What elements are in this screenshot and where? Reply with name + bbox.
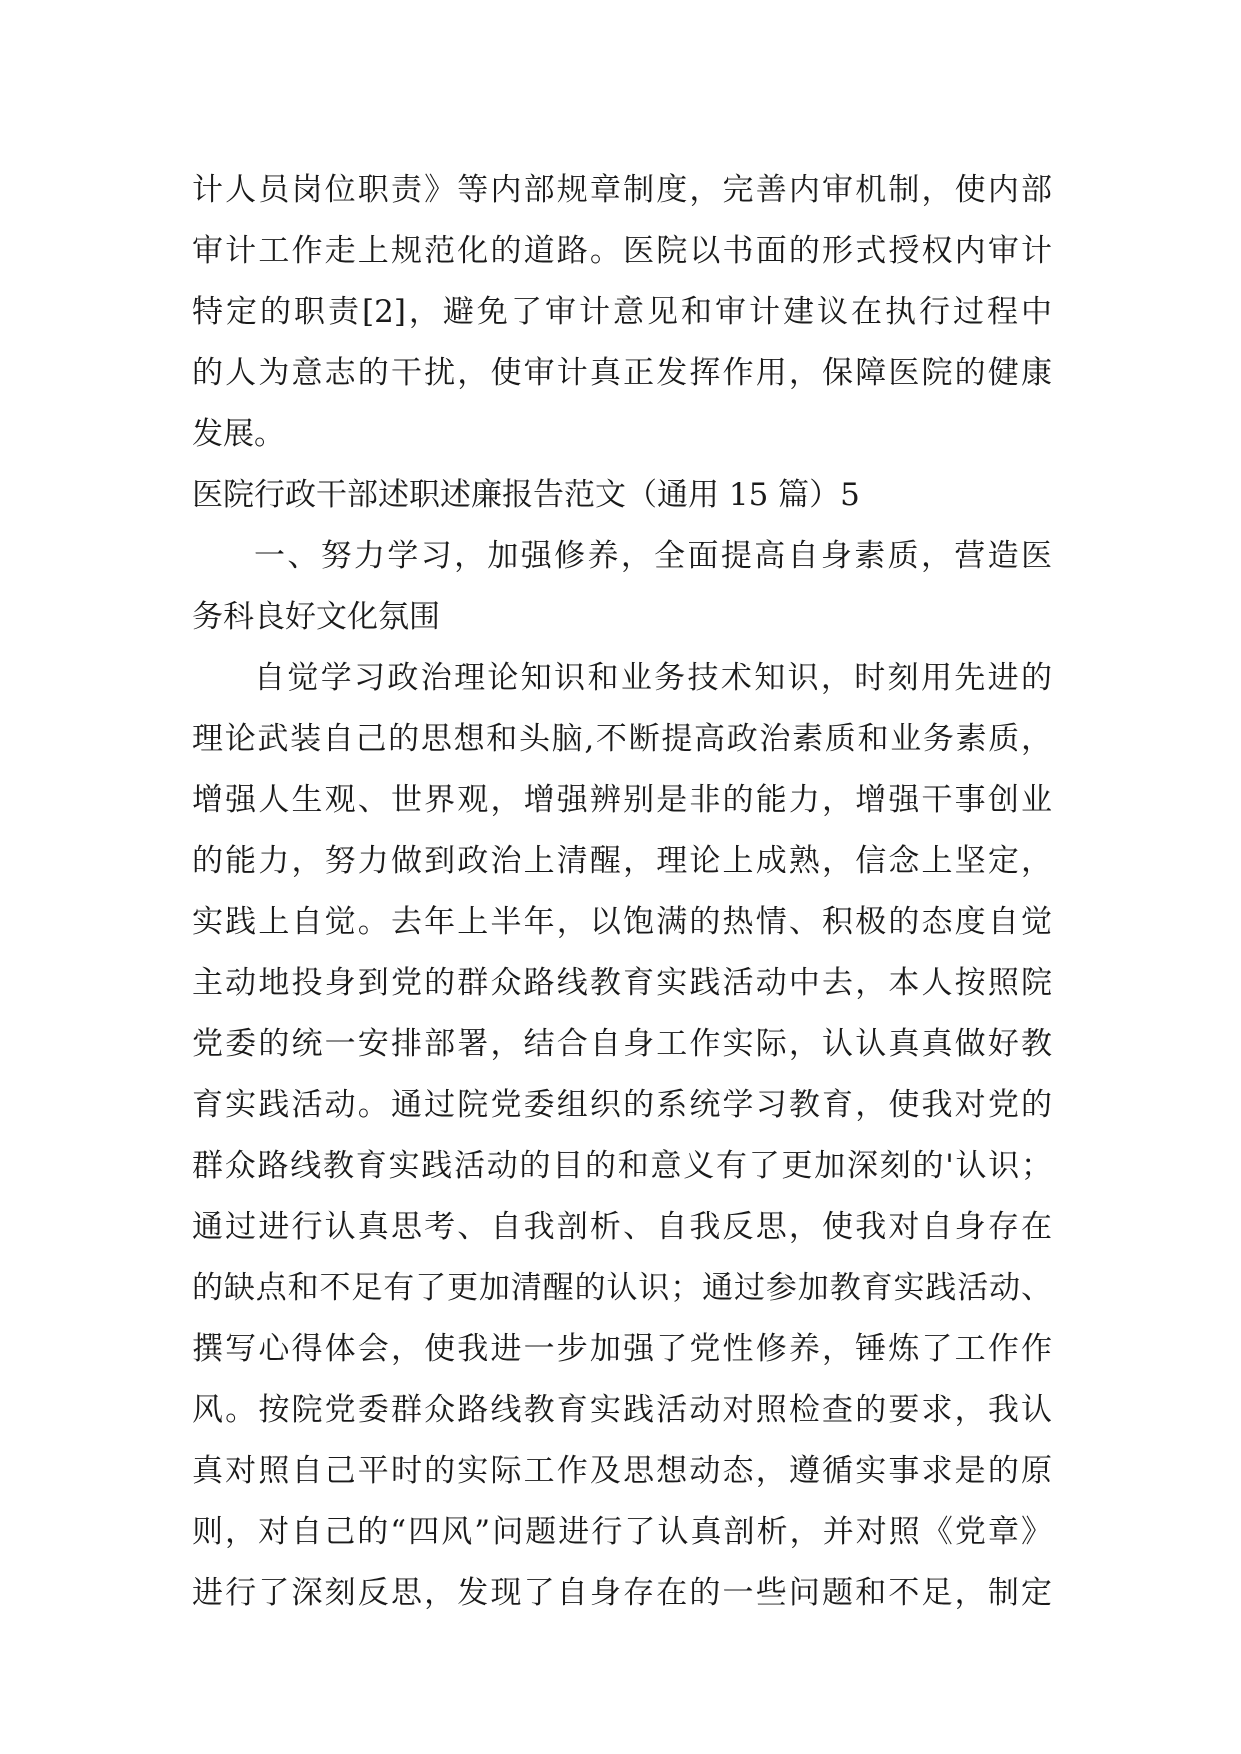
document-body	[192, 160, 1052, 1624]
body-line: 计人员岗位职责》等内部规章制度，完善内审机制，使内部	[192, 172, 1052, 208]
body-line: 理论武装自己的思想和头脑,不断提高政治素质和业务素质，	[192, 721, 1052, 757]
body-line: 的能力，努力做到政治上清醒，理论上成熟，信念上坚定，	[192, 843, 1052, 879]
body-line: 风。按院党委群众路线教育实践活动对照检查的要求，我认	[192, 1392, 1052, 1428]
body-line: 增强人生观、世界观，增强辨别是非的能力，增强干事创业	[192, 782, 1052, 818]
body-line: 育实践活动。通过院党委组织的系统学习教育，使我对党的	[192, 1087, 1052, 1123]
body-line: 党委的统一安排部署，结合自身工作实际，认认真真做好教	[192, 1026, 1052, 1062]
body-line: 的人为意志的干扰，使审计真正发挥作用，保障医院的健康	[192, 355, 1052, 391]
subheading-line: 一、努力学习，加强修养，全面提高自身素质，营造医	[254, 538, 1052, 574]
body-line: 真对照自己平时的实际工作及思想动态，遵循实事求是的原	[192, 1453, 1052, 1489]
body-line: 实践上自觉。去年上半年，以饱满的热情、积极的态度自觉	[192, 904, 1052, 940]
body-line: 的缺点和不足有了更加清醒的认识；通过参加教育实践活动、	[192, 1270, 1052, 1306]
body-line: 则，对自己的“四风”问题进行了认真剖析，并对照《党章》	[192, 1514, 1052, 1550]
body-line: 撰写心得体会，使我进一步加强了党性修养，锤炼了工作作	[192, 1331, 1052, 1367]
subheading-line: 务科良好文化氛围	[192, 599, 440, 635]
body-line: 特定的职责[2]，避免了审计意见和审计建议在执行过程中	[192, 294, 1052, 330]
body-line: 通过进行认真思考、自我剖析、自我反思，使我对自身存在	[192, 1209, 1052, 1245]
body-line: 发展。	[192, 416, 285, 452]
body-line: 主动地投身到党的群众路线教育实践活动中去，本人按照院	[192, 965, 1052, 1001]
body-line: 进行了深刻反思，发现了自身存在的一些问题和不足，制定	[192, 1575, 1052, 1611]
body-line: 群众路线教育实践活动的目的和意义有了更加深刻的'认识；	[192, 1148, 1052, 1184]
body-line: 审计工作走上规范化的道路。医院以书面的形式授权内审计	[192, 233, 1052, 269]
body-line: 自觉学习政治理论知识和业务技术知识，时刻用先进的	[254, 660, 1052, 696]
section-heading: 医院行政干部述职述廉报告范文（通用 15 篇）5	[192, 477, 860, 513]
